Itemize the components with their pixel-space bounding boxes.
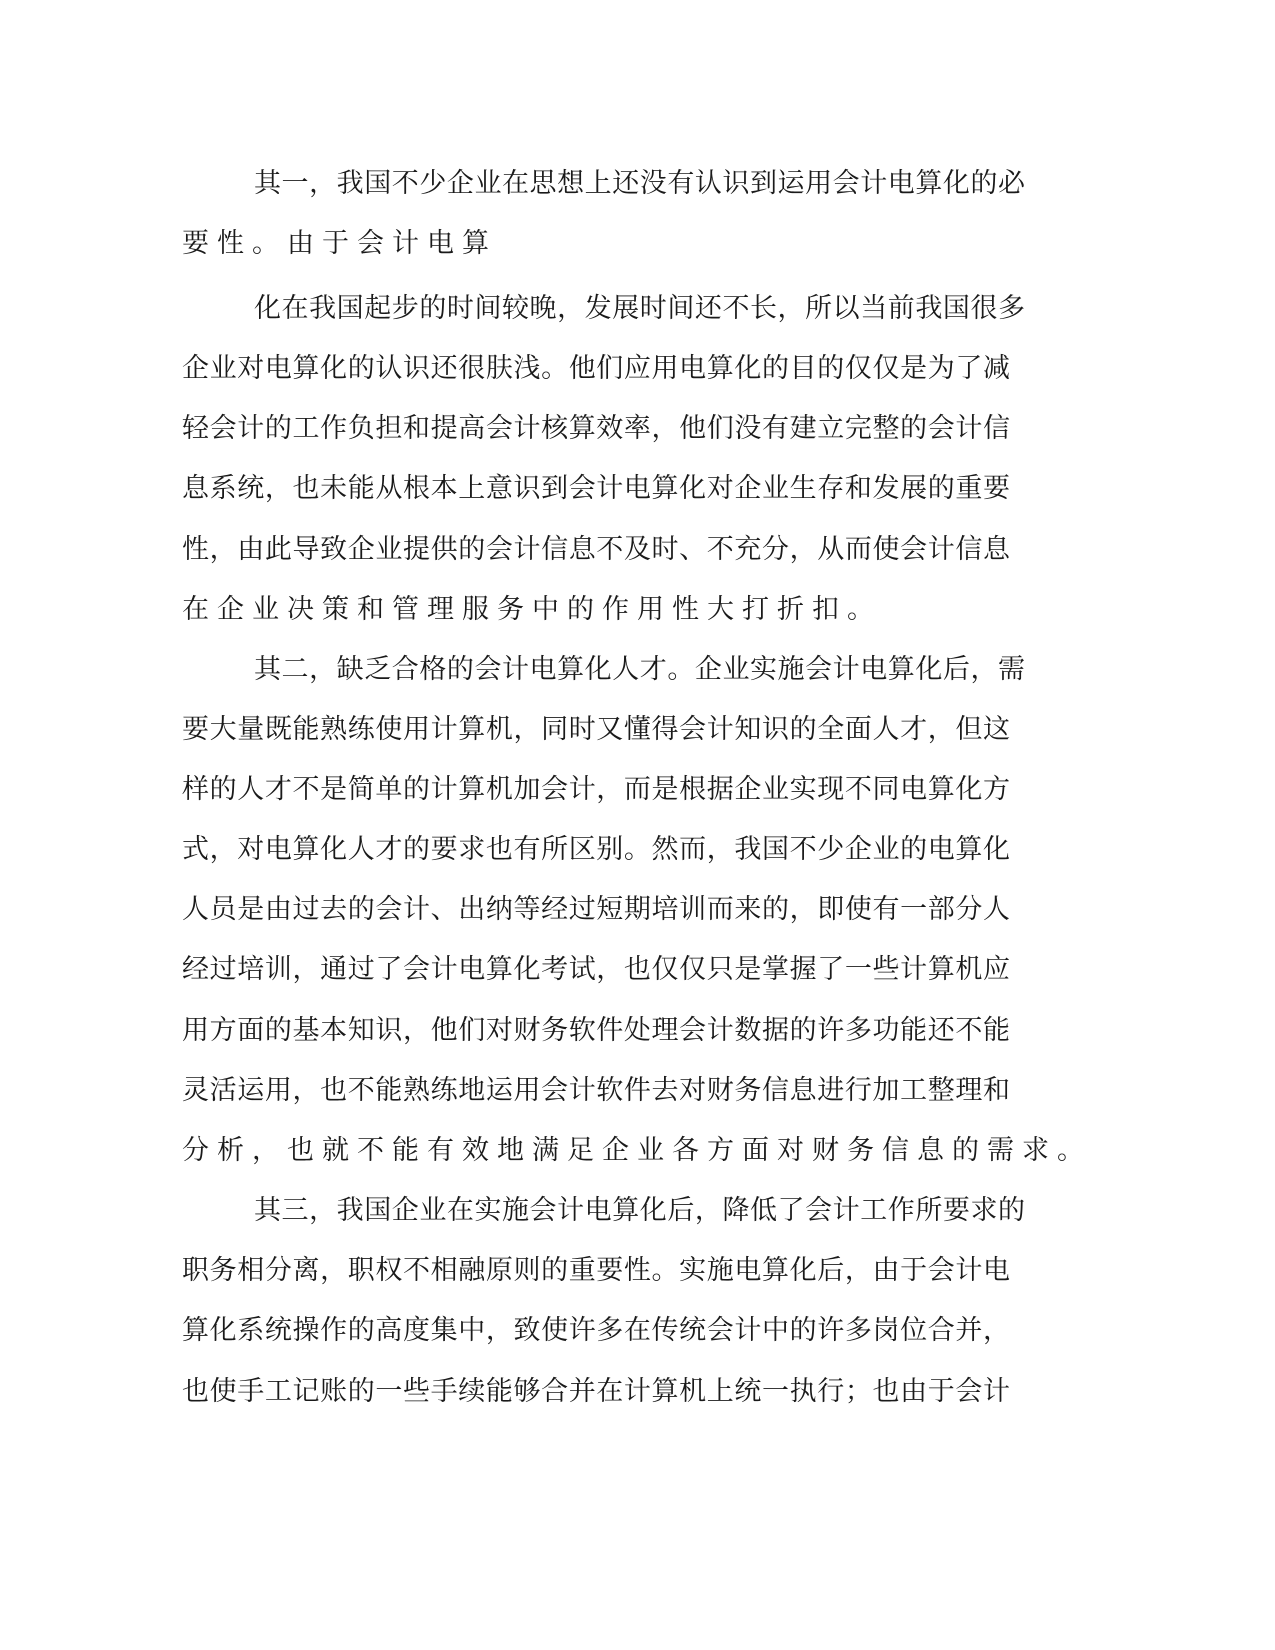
text-line: 人员是由过去的会计、出纳等经过短期培训而来的，即使有一部分人: [182, 894, 1011, 925]
paragraph-3-line-3: [0, 760, 1275, 820]
paragraph-3-line-4: [0, 820, 1275, 880]
text-line: 其二，缺乏合格的会计电算化人才。企业实施会计电算化后，需: [254, 654, 1026, 685]
paragraph-1-line-2: [0, 214, 1275, 274]
paragraph-3-line-5: [0, 880, 1275, 940]
text-line: 式，对电算化人才的要求也有所区别。然而，我国不少企业的电算化: [182, 834, 1011, 865]
paragraph-2-line-2: [0, 339, 1275, 399]
text-line: 也使手工记账的一些手续能够合并在计算机上统一执行；也由于会计: [182, 1376, 1011, 1407]
text-line: 经过培训，通过了会计电算化考试，也仅仅只是掌握了一些计算机应: [182, 954, 1011, 985]
paragraph-3-line-2: [0, 700, 1275, 760]
text-line: 息系统，也未能从根本上意识到会计电算化对企业生存和发展的重要: [182, 473, 1011, 504]
paragraph-4-line-3: [0, 1301, 1275, 1361]
paragraph-3-line-6: [0, 940, 1275, 1000]
paragraph-2-line-1: [0, 279, 1275, 339]
text-line: 职务相分离，职权不相融原则的重要性。实施电算化后，由于会计电: [182, 1255, 1011, 1286]
text-line: 用方面的基本知识，他们对财务软件处理会计数据的许多功能还不能: [182, 1015, 1011, 1046]
paragraph-2-line-6: [0, 580, 1275, 640]
text-line: 其三，我国企业在实施会计电算化后，降低了会计工作所要求的: [254, 1195, 1026, 1226]
text-line: 性，由此导致企业提供的会计信息不及时、不充分，从而使会计信息: [182, 534, 1011, 565]
text-line: 分析，也就不能有效地满足企业各方面对财务信息的需求。: [182, 1135, 1092, 1166]
text-line: 在企业决策和管理服务中的作用性大打折扣。: [182, 594, 882, 625]
text-line: 其一，我国不少企业在思想上还没有认识到运用会计电算化的必: [254, 168, 1026, 199]
paragraph-3-line-1: [0, 640, 1275, 700]
paragraph-3-line-7: [0, 1001, 1275, 1061]
text-line: 企业对电算化的认识还很肤浅。他们应用电算化的目的仅仅是为了减: [182, 353, 1011, 384]
paragraph-4-line-1: [0, 1181, 1275, 1241]
paragraph-2-line-4: [0, 459, 1275, 519]
paragraph-4-line-4: [0, 1362, 1275, 1422]
text-line: 灵活运用，也不能熟练地运用会计软件去对财务信息进行加工整理和: [182, 1075, 1011, 1106]
text-line: 轻会计的工作负担和提高会计核算效率，他们没有建立完整的会计信: [182, 413, 1011, 444]
text-line: 要性。由于会计电算: [182, 228, 497, 259]
paragraph-1-line-1: [0, 154, 1275, 214]
text-line: 算化系统操作的高度集中，致使许多在传统会计中的许多岗位合并，: [182, 1315, 1011, 1346]
paragraph-2-line-5: [0, 520, 1275, 580]
paragraph-2-line-3: [0, 399, 1275, 459]
paragraph-4-line-2: [0, 1241, 1275, 1301]
text-line: 要大量既能熟练使用计算机，同时又懂得会计知识的全面人才，但这: [182, 714, 1011, 745]
paragraph-3-line-9: [0, 1121, 1275, 1181]
text-line: 化在我国起步的时间较晚，发展时间还不长，所以当前我国很多: [254, 293, 1026, 324]
text-line: 样的人才不是简单的计算机加会计，而是根据企业实现不同电算化方: [182, 774, 1011, 805]
paragraph-3-line-8: [0, 1061, 1275, 1121]
